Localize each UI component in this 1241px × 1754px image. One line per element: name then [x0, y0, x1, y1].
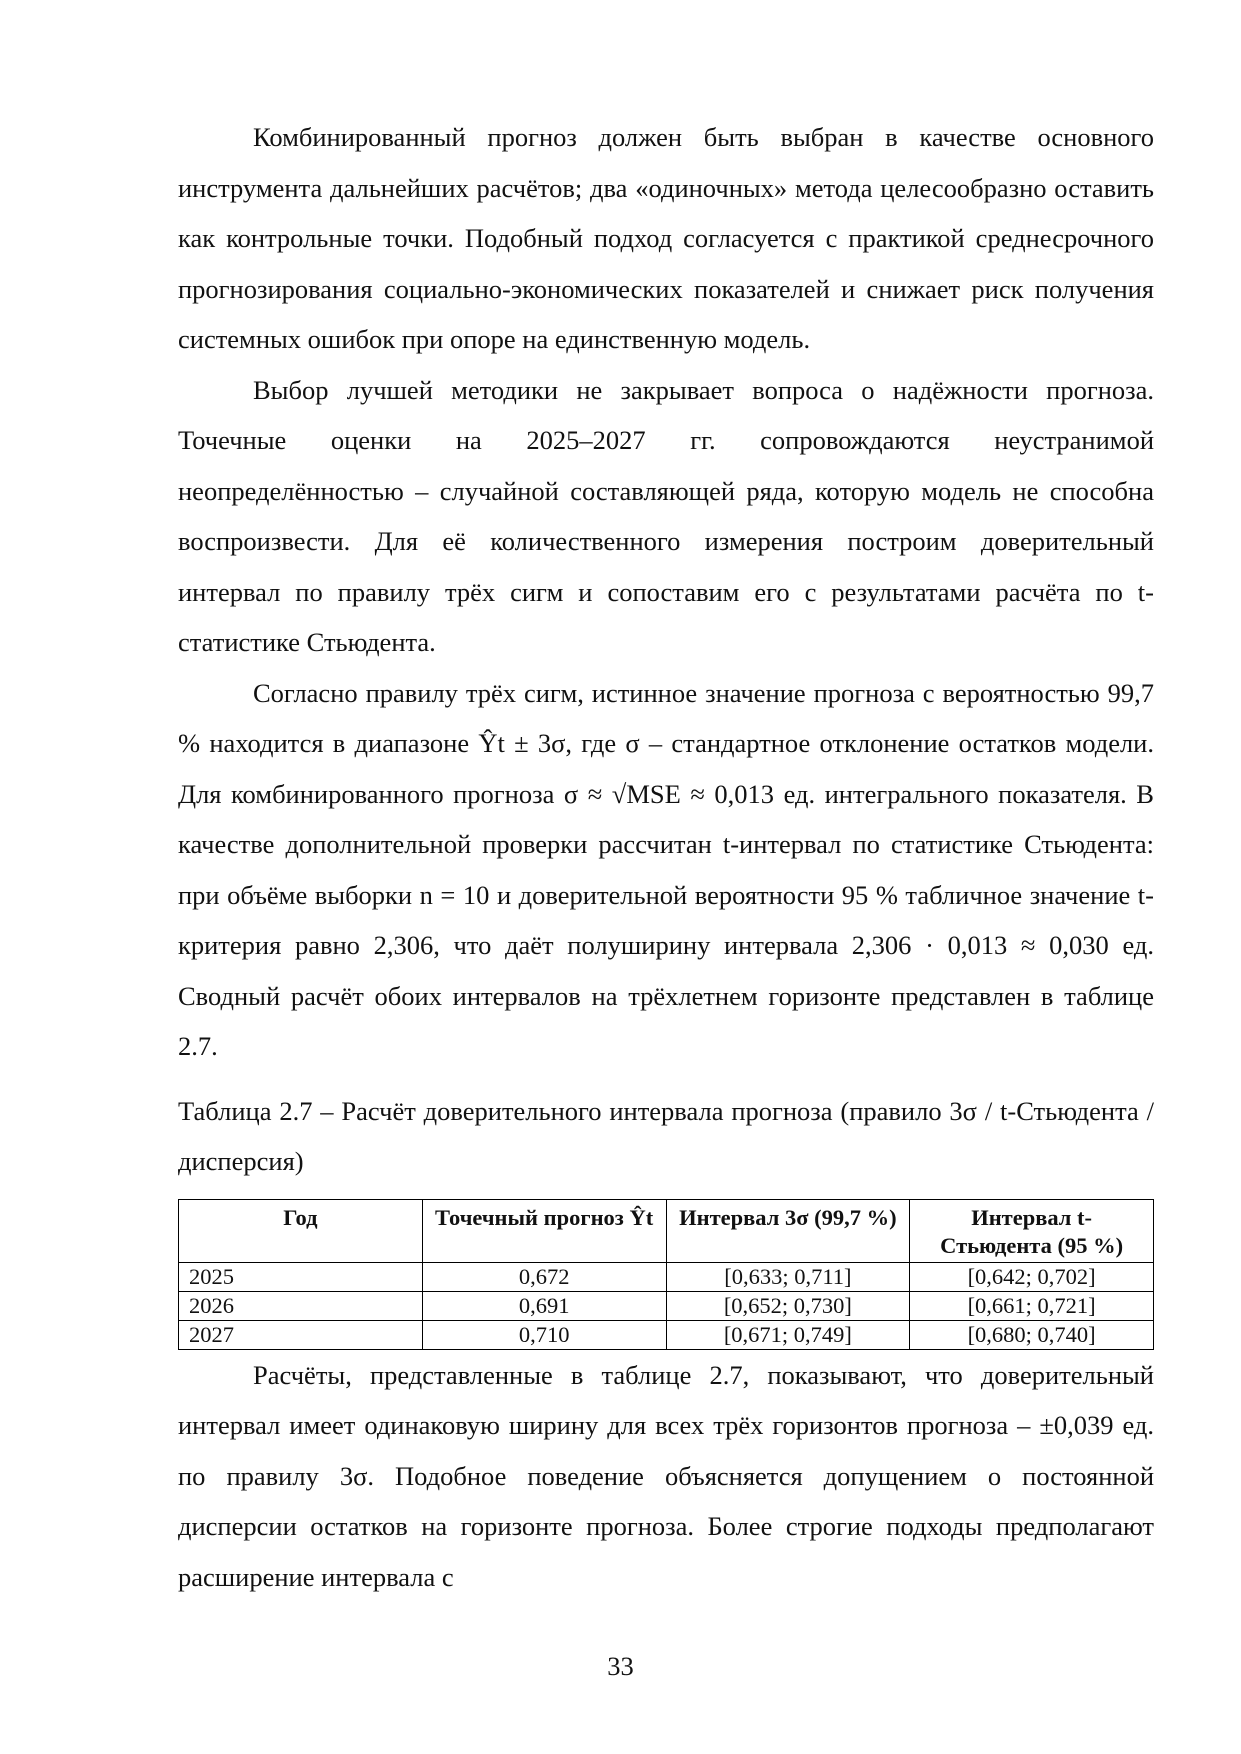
document-page [178, 112, 1154, 1602]
cell-3sigma-interval: [0,633; 0,711] [666, 1262, 910, 1291]
header-year: Год [179, 1199, 423, 1262]
table-row [179, 1320, 1154, 1349]
cell-year: 2026 [179, 1291, 423, 1320]
cell-point-forecast: 0,672 [422, 1262, 666, 1291]
cell-t-student-interval: [0,642; 0,702] [910, 1262, 1154, 1291]
cell-point-forecast: 0,710 [422, 1320, 666, 1349]
cell-3sigma-interval: [0,671; 0,749] [666, 1320, 910, 1349]
cell-t-student-interval: [0,661; 0,721] [910, 1291, 1154, 1320]
cell-year: 2027 [179, 1320, 423, 1349]
header-point-forecast: Точечный прогноз Ŷt [422, 1199, 666, 1262]
table-row [179, 1291, 1154, 1320]
paragraph-1: Комбинированный прогноз должен быть выбран в качестве основного инструмента дальнейших расчётов; два «одиночных» метода целесообразно оставить как контрольные точки. Подобный подход согласуется с практикой среднесрочного прогнозирования социально-экономических показателей и снижает риск получения системных ошибок при опоре на единственную модель. [178, 122, 1154, 354]
paragraph-3: Согласно правилу трёх сигм, истинное значение прогноза с вероятностью 99,7 % находится в диапазоне Ŷt ± 3σ, где σ – стандартное отклонение остатков модели. Для комбинированного прогноза σ ≈ √MSE ≈ 0,013 ед. интегрального показателя. В качестве дополнительной проверки рассчитан t-интервал по статистике Стьюдента: при объёме выборки n = 10 и доверительной вероятности 95 % табличное значение t-критерия равно 2,306, что даёт полуширину интервала 2,306 · 0,013 ≈ 0,030 ед. Сводный расчёт обоих интервалов на трёхлетнем горизонте представлен в таблице 2.7. [178, 677, 1154, 1061]
cell-t-student-interval: [0,680; 0,740] [910, 1320, 1154, 1349]
cell-year: 2025 [179, 1262, 423, 1291]
table-header-row [179, 1199, 1154, 1262]
table-row [179, 1262, 1154, 1291]
confidence-interval-table [178, 1199, 1154, 1350]
header-t-student-interval: Интервал t-Стьюдента (95 %) [910, 1199, 1154, 1262]
page-number: 33 [607, 1651, 634, 1681]
header-3sigma-interval: Интервал 3σ (99,7 %) [666, 1199, 910, 1262]
paragraph-4: Расчёты, представленные в таблице 2.7, показывают, что доверительный интервал имеет одинаковую ширину для всех трёх горизонтов прогноза – ±0,039 ед. по правилу 3σ. Подобное поведение объясняется допущением о постоянной дисперсии остатков на горизонте прогноза. Более строгие подходы предполагают расширение интервала с [178, 1359, 1154, 1592]
table-caption: Таблица 2.7 – Расчёт доверительного интервала прогноза (правило 3σ / t-Стьюдента / дисперсия) [178, 1095, 1154, 1176]
paragraph-2: Выбор лучшей методики не закрывает вопроса о надёжности прогноза. Точечные оценки на 2025–2027 гг. сопровождаются неустранимой неопределённостью – случайной составляющей ряда, которую модель не способна воспроизвести. Для её количественного измерения построим доверительный интервал по правилу трёх сигм и сопоставим его с результатами расчёта по t-статистике Стьюдента. [178, 374, 1154, 657]
cell-3sigma-interval: [0,652; 0,730] [666, 1291, 910, 1320]
cell-point-forecast: 0,691 [422, 1291, 666, 1320]
